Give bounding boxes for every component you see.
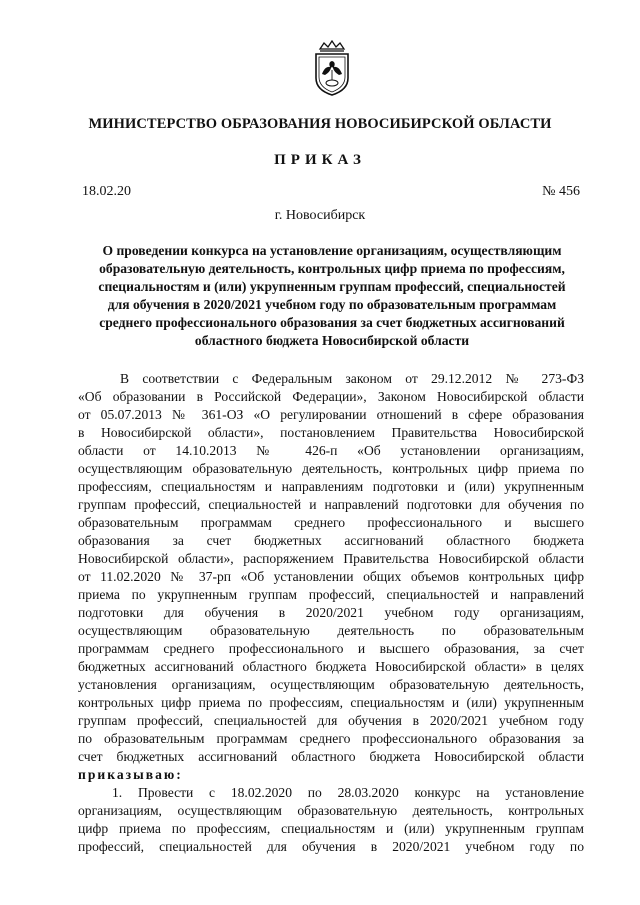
title-line: образовательную деятельность, контрольных цифр приема по профессиям, xyxy=(99,261,565,276)
body-line: по образовательным программам среднего профессионального образования за xyxy=(78,731,584,746)
title-line: специальностям и (или) укрупненным группам профессий, специальностей xyxy=(98,279,566,294)
body-line: осуществляющим образовательную деятельность, контрольных цифр приема по xyxy=(78,461,584,476)
title-line: среднего профессионального образования за счет бюджетных ассигнований xyxy=(99,315,565,330)
title-line: для обучения в 2020/2021 учебном году по образовательным программам xyxy=(107,297,557,312)
order-date: 18.02.20 xyxy=(82,184,131,199)
body-line: Новосибирской области», распоряжением Правительства Новосибирской области xyxy=(78,551,584,566)
order-title xyxy=(80,242,584,350)
body-line: «Об образовании в Российской Федерации», Законом Новосибирской области xyxy=(78,389,584,404)
title-line: областного бюджета Новосибирской области xyxy=(194,333,470,348)
body-line: группам профессий, специальностей для обучения в 2020/2021 учебном году xyxy=(78,713,584,728)
order-city: г. Новосибирск xyxy=(274,208,366,223)
body-line: в Новосибирской области», постановлением Правительства Новосибирской xyxy=(78,425,584,440)
ministry-name: МИНИСТЕРСТВО ОБРАЗОВАНИЯ НОВОСИБИРСКОЙ ОБЛАСТИ xyxy=(88,116,552,132)
document-type: ПРИКАЗ xyxy=(274,152,366,168)
coat-of-arms-icon xyxy=(310,40,354,96)
order-body xyxy=(78,370,584,856)
body-line: профессиям, специальностям и направлениям подготовки и (или) укрупненным xyxy=(78,479,584,494)
item-1-line: 1. Провести с 18.02.2020 по 28.03.2020 конкурс на установление xyxy=(112,785,584,800)
body-line: В соответствии с Федеральным законом от 29.12.2012 № 273-ФЗ xyxy=(120,371,584,386)
body-line: от 11.02.2020 № 37-рп «Об установлении общих объемов контрольных цифр xyxy=(78,569,584,584)
body-line: группам профессий, специальностей и направлений подготовки для обучения по xyxy=(78,497,584,512)
prikazyvayu-label: приказываю: xyxy=(78,767,183,782)
item-1-line: цифр приема по профессиям, специальностям и (или) укрупненным группам xyxy=(78,821,584,836)
body-line: образовательным программам среднего профессионального и высшего xyxy=(78,515,584,530)
order-number: № 456 xyxy=(542,184,580,199)
body-line: счет бюджетных ассигнований областного бюджета Новосибирской области xyxy=(78,749,584,764)
body-line: бюджетных ассигнований областного бюджета Новосибирской области» в целях xyxy=(78,659,584,674)
title-line: О проведении конкурса на установление организациям, осуществляющим xyxy=(102,243,562,258)
item-1-line: организациям, осуществляющим образовательную деятельность, контрольных xyxy=(78,803,584,818)
body-line: приема по укрупненным группам профессий, специальностей и направлений xyxy=(78,587,584,602)
body-line: программам среднего профессионального и высшего образования, за счет xyxy=(78,641,584,656)
body-line: осуществляющим образовательную деятельность по образовательным xyxy=(78,623,584,638)
item-1-line: профессий, специальностей для обучения в 2020/2021 учебном году по xyxy=(78,839,584,854)
body-line: контрольных цифр приема по профессиям, специальностям и (или) укрупненным xyxy=(78,695,584,710)
body-line: от 05.07.2013 № 361-ОЗ «О регулировании отношений в сфере образования xyxy=(78,407,584,422)
body-line: области от 14.10.2013 № 426-п «Об установлении организациям, xyxy=(78,443,584,458)
body-line: подготовки для обучения в 2020/2021 учебном году организациям, xyxy=(78,605,584,620)
body-line: установления организациям, осуществляющим образовательную деятельность, xyxy=(78,677,584,692)
body-line: образования за счет бюджетных ассигнований областного бюджета xyxy=(78,533,584,548)
